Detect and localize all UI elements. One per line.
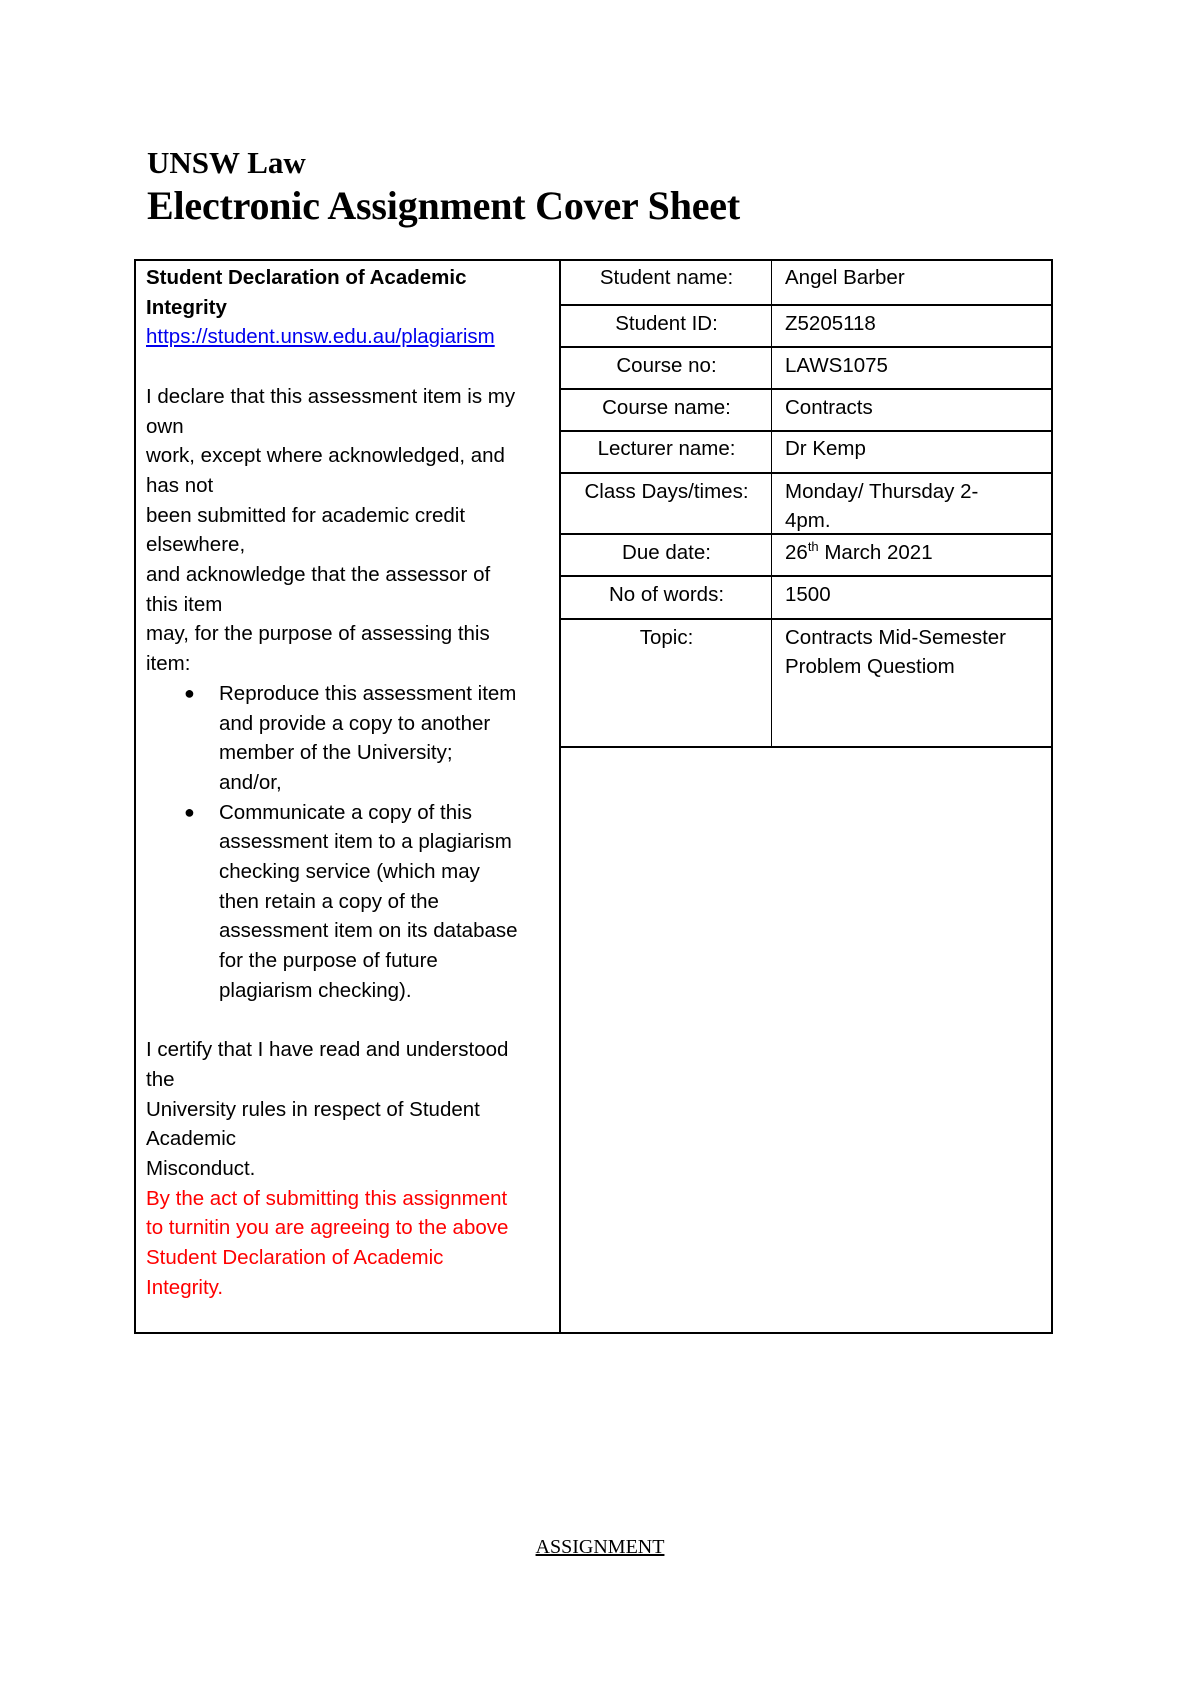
lecturer-name-value: Dr Kemp [785,437,866,460]
word-count-row [561,578,1053,609]
lecturer-name-row [561,432,1053,463]
topic-label: Topic: [639,626,694,649]
plagiarism-link[interactable]: https://student.unsw.edu.au/plagiarism [146,325,495,349]
word-count-value: 1500 [785,583,831,606]
due-date-label: Due date: [622,541,711,564]
class-days-label: Class Days/times: [584,480,749,503]
bullet-icon: ● [184,682,195,703]
turnitin-warning: By the act of submitting this assignment to turnitin you are agreeing to the above Student Declaration of Academic Integrity. [146,1186,509,1299]
topic-row [561,621,1053,681]
row-divider [561,346,1053,348]
bullet-icon: ● [184,801,195,822]
due-date-value: 26th March 2021 [785,539,933,564]
row-divider [561,304,1053,306]
list-item: ● Reproduce this assessment item and provide a copy to another member of the University; and/or, [146,679,549,798]
student-id-value: Z5205118 [785,312,876,335]
course-name-row [561,391,1053,422]
student-name-row [561,261,1053,292]
class-days-value: Monday/ Thursday 2- 4pm. [785,480,979,532]
assignment-heading: ASSIGNMENT [535,1536,665,1558]
declaration-text: I declare that this assessment item is my own work, except where acknowledged, and has not been submitted for academic credit elsewhere, and acknowledge that the assessor of this item may, for the purpose of assessing this item: [146,384,516,676]
declaration-heading: Student Declaration of Academic Integrity [146,266,467,319]
student-name-value: Angel Barber [785,266,905,289]
list-item: ● Communicate a copy of this assessment item to a plagiarism checking service (which may then retain a copy of the assessment item on its database for the purpose of future plagiarism checking). [146,798,549,1006]
course-no-label: Course no: [616,354,717,377]
due-date-row [561,536,1053,567]
word-count-label: No of words: [608,583,725,606]
row-divider [561,575,1053,577]
course-no-value: LAWS1075 [785,354,888,377]
student-name-label: Student name: [599,266,734,289]
student-id-label: Student ID: [615,312,718,335]
declaration-list [146,679,549,1006]
row-divider [561,746,1053,748]
row-divider [561,618,1053,620]
lecturer-name-label: Lecturer name: [597,437,736,460]
course-name-value: Contracts [785,396,873,419]
row-divider [561,388,1053,390]
certify-text: I certify that I have read and understood the University rules in respect of Student Academic Misconduct. [146,1038,509,1181]
row-divider [561,472,1053,474]
student-id-row [561,307,1053,338]
organization-name: UNSW Law [147,145,306,180]
document-title: Electronic Assignment Cover Sheet [147,183,740,228]
class-days-row [561,475,1053,535]
topic-value: Contracts Mid-Semester Problem Questiom [785,626,1007,678]
course-no-row [561,349,1053,380]
declaration-cell [134,259,561,1334]
course-name-label: Course name: [602,396,731,419]
